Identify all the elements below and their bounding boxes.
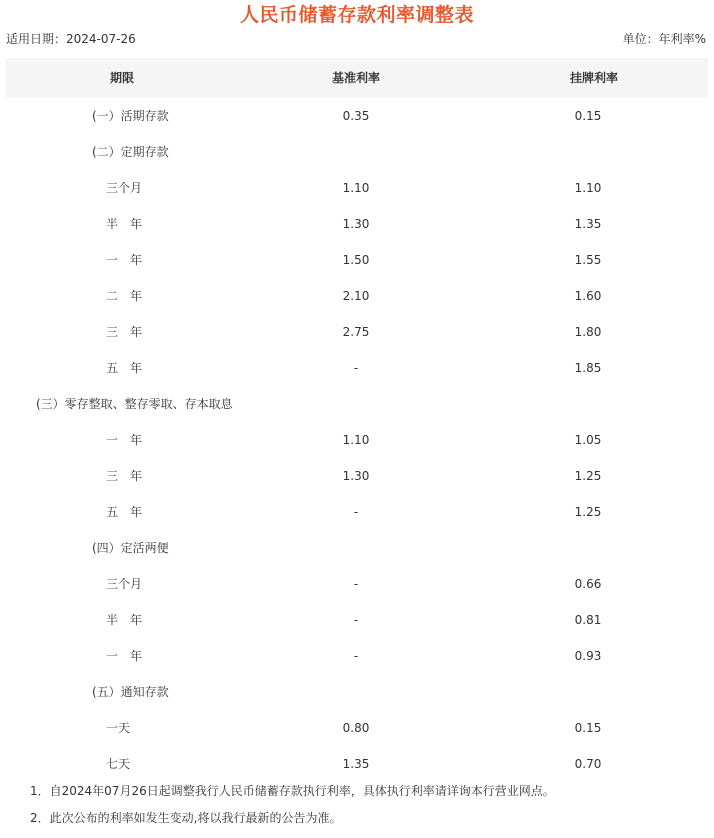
effective-date: 适用日期：2024-07-26 (6, 32, 136, 46)
row-base-rate: - (353, 577, 359, 591)
table-row (0, 638, 714, 674)
row-base-rate (296, 386, 416, 422)
row-base-rate: - (353, 649, 359, 663)
row-base-rate (296, 674, 416, 710)
table-row (0, 566, 714, 602)
row-listed-rate: 1.05 (574, 433, 602, 447)
row-base-rate: - (353, 613, 359, 627)
row-period: 三个月 (106, 577, 143, 591)
row-listed-rate: 0.93 (574, 649, 602, 663)
row-base-rate (296, 134, 416, 170)
row-period: 五 年 (106, 361, 143, 375)
row-listed-rate: 1.25 (574, 505, 602, 519)
row-period: 一天 (106, 721, 131, 735)
footnote-1: 1．自2024年07月26日起调整我行人民币储蓄存款执行利率，具体执行利率请详询本行营业网点。 (30, 784, 555, 798)
row-base-rate: 1.30 (342, 217, 370, 231)
table-row (0, 242, 714, 278)
row-base-rate: 2.75 (342, 325, 370, 339)
table-row (0, 710, 714, 746)
row-period: (一）活期存款 (92, 109, 169, 123)
rate-table-body (0, 98, 714, 782)
row-period: 一 年 (106, 649, 143, 663)
row-listed-rate: 0.15 (574, 109, 602, 123)
table-row (0, 386, 714, 422)
row-base-rate: 0.80 (342, 721, 370, 735)
unit-label: 单位：年利率% (622, 32, 706, 46)
row-listed-rate: 1.10 (574, 181, 602, 195)
table-row (0, 170, 714, 206)
row-period: 半 年 (106, 217, 143, 231)
footnote-2: 2．此次公布的利率如发生变动,将以我行最新的公告为准。 (30, 811, 342, 825)
table-row (0, 134, 714, 170)
table-row (0, 458, 714, 494)
table-row (0, 422, 714, 458)
row-period: 一 年 (106, 253, 143, 267)
row-base-rate: 2.10 (342, 289, 370, 303)
table-row (0, 494, 714, 530)
row-base-rate: 1.30 (342, 469, 370, 483)
header-period: 期限 (109, 71, 134, 85)
table-row (0, 674, 714, 710)
row-listed-rate (528, 134, 648, 170)
row-period: 三 年 (106, 469, 143, 483)
row-period: 七天 (106, 757, 131, 771)
table-row (0, 746, 714, 782)
row-listed-rate: 1.60 (574, 289, 602, 303)
row-period: (三）零存整取、整存零取、存本取息 (36, 397, 233, 411)
row-listed-rate: 1.80 (574, 325, 602, 339)
row-listed-rate (528, 674, 648, 710)
header-listed-rate: 挂牌利率 (569, 71, 618, 85)
row-period: 三个月 (106, 181, 143, 195)
row-period: (四）定活两便 (92, 541, 169, 555)
row-period: 二 年 (106, 289, 143, 303)
row-period: (五）通知存款 (92, 685, 169, 699)
row-listed-rate: 0.81 (574, 613, 602, 627)
row-listed-rate: 0.70 (574, 757, 602, 771)
table-header (6, 58, 708, 98)
row-base-rate: 1.10 (342, 181, 370, 195)
row-period: 五 年 (106, 505, 143, 519)
row-period: 半 年 (106, 613, 143, 627)
row-base-rate (296, 530, 416, 566)
table-row (0, 530, 714, 566)
row-base-rate: - (353, 361, 359, 375)
row-base-rate: 1.35 (342, 757, 370, 771)
row-listed-rate: 0.15 (574, 721, 602, 735)
page-title: 人民币储蓄存款利率调整表 (239, 4, 474, 26)
table-row (0, 602, 714, 638)
row-listed-rate: 1.55 (574, 253, 602, 267)
row-listed-rate (528, 386, 648, 422)
row-base-rate: 1.10 (342, 433, 370, 447)
table-row (0, 206, 714, 242)
row-listed-rate: 0.66 (574, 577, 602, 591)
row-listed-rate: 1.25 (574, 469, 602, 483)
row-base-rate: 1.50 (342, 253, 370, 267)
row-period: 一 年 (106, 433, 143, 447)
row-listed-rate: 1.35 (574, 217, 602, 231)
table-row (0, 278, 714, 314)
row-period: 三 年 (106, 325, 143, 339)
row-listed-rate: 1.85 (574, 361, 602, 375)
row-base-rate: - (353, 505, 359, 519)
row-base-rate: 0.35 (342, 109, 370, 123)
row-listed-rate (528, 530, 648, 566)
table-row (0, 314, 714, 350)
table-row (0, 350, 714, 386)
header-base-rate: 基准利率 (331, 71, 380, 85)
table-row (0, 98, 714, 134)
row-period: (二）定期存款 (92, 145, 169, 159)
